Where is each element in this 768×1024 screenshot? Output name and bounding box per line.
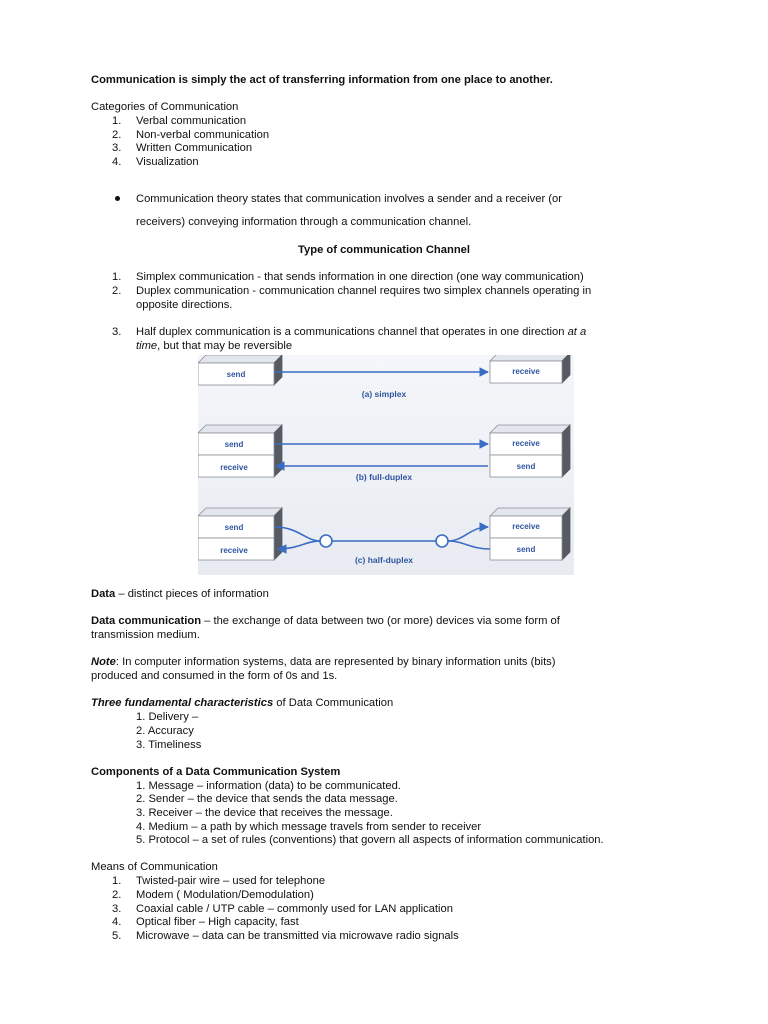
- send-label: send: [516, 545, 536, 554]
- list-item: 2. Accuracy: [136, 725, 194, 737]
- switch-circle-left: [320, 535, 332, 547]
- data-communication-line2: transmission medium.: [91, 629, 200, 641]
- send-label: send: [516, 462, 536, 471]
- list-item-number: 4.: [112, 156, 122, 168]
- half-duplex-emphasis: time: [136, 340, 158, 352]
- channel-heading: Type of communication Channel: [298, 244, 470, 256]
- term-label: Data: [91, 588, 116, 600]
- simplex-caption: (a) simplex: [361, 389, 407, 399]
- duplex-item-line1: Duplex communication - communication channel requires two simplex channels operating in: [136, 285, 592, 297]
- definition-text: Communication is simply the act of transferring information from one place to another.: [91, 74, 553, 86]
- list-item: 3. Receiver – the device that receives the message.: [136, 807, 393, 819]
- receive-box: [490, 355, 570, 383]
- list-item: 3. Timeliness: [136, 739, 202, 751]
- list-item: 4. Medium – a path by which message travels from sender to receiver: [136, 821, 482, 833]
- note-label: Note: [91, 656, 116, 668]
- full-duplex-caption: (b) full-duplex: [355, 472, 413, 482]
- data-communication-definition: [91, 614, 560, 628]
- list-item: Microwave – data can be transmitted via microwave radio signals: [136, 930, 459, 942]
- categories-heading: Categories of Communication: [91, 101, 239, 113]
- data-definition: [91, 587, 269, 601]
- theory-text-line2: receivers) conveying information through a communication channel.: [136, 216, 472, 228]
- list-item: Non-verbal communication: [136, 129, 270, 141]
- list-item-number: 1.: [112, 115, 122, 127]
- list-item-number: 2.: [112, 285, 122, 297]
- half-duplex-item-line2: [136, 339, 292, 353]
- list-item: Verbal communication: [136, 115, 247, 127]
- components-heading: Components of a Data Communication System: [91, 766, 341, 778]
- list-item: Coaxial cable / UTP cable – commonly used for LAN application: [136, 903, 453, 915]
- theory-text-line1: Communication theory states that communication involves a sender and a receiver (or: [136, 193, 562, 205]
- receive-send-box-right: [490, 508, 570, 560]
- note-body: : In computer information systems, data are represented by binary information units (bits): [115, 656, 556, 668]
- send-label: send: [226, 370, 246, 379]
- list-item: Written Communication: [136, 142, 253, 154]
- means-heading: Means of Communication: [91, 861, 218, 873]
- list-item: 1. Message – information (data) to be communicated.: [136, 780, 401, 792]
- channel-diagram-svg: [198, 355, 574, 575]
- list-item: Optical fiber – High capacity, fast: [136, 916, 299, 928]
- switch-circle-right: [436, 535, 448, 547]
- note-line2: produced and consumed in the form of 0s and 1s.: [91, 670, 338, 682]
- list-item: Visualization: [136, 156, 199, 168]
- bullet-icon: [115, 196, 120, 201]
- receive-label: receive: [220, 546, 248, 555]
- list-item: Twisted-pair wire – used for telephone: [136, 875, 326, 887]
- send-receive-box-left: [198, 508, 282, 560]
- characteristics-rest: of Data Communication: [273, 697, 394, 709]
- simplex-item: Simplex communication - that sends information in one direction (one way communication): [136, 271, 584, 283]
- half-duplex-emphasis: at a: [567, 326, 587, 338]
- list-item-number: 3.: [112, 142, 122, 154]
- receive-label: receive: [220, 463, 248, 472]
- definition-text: – the exchange of data between two (or more) devices via some form of: [201, 615, 560, 627]
- list-item: 5. Protocol – a set of rules (conventions) that govern all aspects of information communication.: [136, 834, 604, 846]
- send-label: send: [224, 440, 244, 449]
- term-label: Data communication: [91, 615, 202, 627]
- half-duplex-text: , but that may be reversible: [157, 340, 293, 352]
- list-item-number: 4.: [112, 916, 122, 928]
- receive-label: receive: [512, 367, 540, 376]
- send-label: send: [224, 523, 244, 532]
- characteristics-heading: [91, 696, 393, 710]
- half-duplex-item-line1: [136, 325, 586, 339]
- receive-label: receive: [512, 522, 540, 531]
- channel-diagram: [198, 355, 574, 575]
- list-item-number: 5.: [112, 930, 122, 942]
- list-item-number: 2.: [112, 129, 122, 141]
- receive-send-box-right: [490, 425, 570, 477]
- half-duplex-text: Half duplex communication is a communications channel that operates in one direction: [136, 326, 568, 338]
- list-item-number: 3.: [112, 903, 122, 915]
- receive-label: receive: [512, 439, 540, 448]
- list-item: 2. Sender – the device that sends the data message.: [136, 793, 398, 805]
- list-item-number: 1.: [112, 271, 122, 283]
- half-duplex-caption: (c) half-duplex: [354, 555, 414, 565]
- list-item-number: 3.: [112, 326, 122, 338]
- list-item-number: 1.: [112, 875, 122, 887]
- duplex-item-line2: opposite directions.: [136, 299, 233, 311]
- list-item-number: 2.: [112, 889, 122, 901]
- send-box: [198, 355, 282, 385]
- note-text: [91, 655, 556, 669]
- characteristics-term: Three fundamental characteristics: [91, 697, 274, 709]
- list-item: Modem ( Modulation/Demodulation): [136, 889, 314, 901]
- list-item: 1. Delivery –: [136, 711, 199, 723]
- send-receive-box-left: [198, 425, 282, 477]
- definition-text: – distinct pieces of information: [115, 588, 269, 600]
